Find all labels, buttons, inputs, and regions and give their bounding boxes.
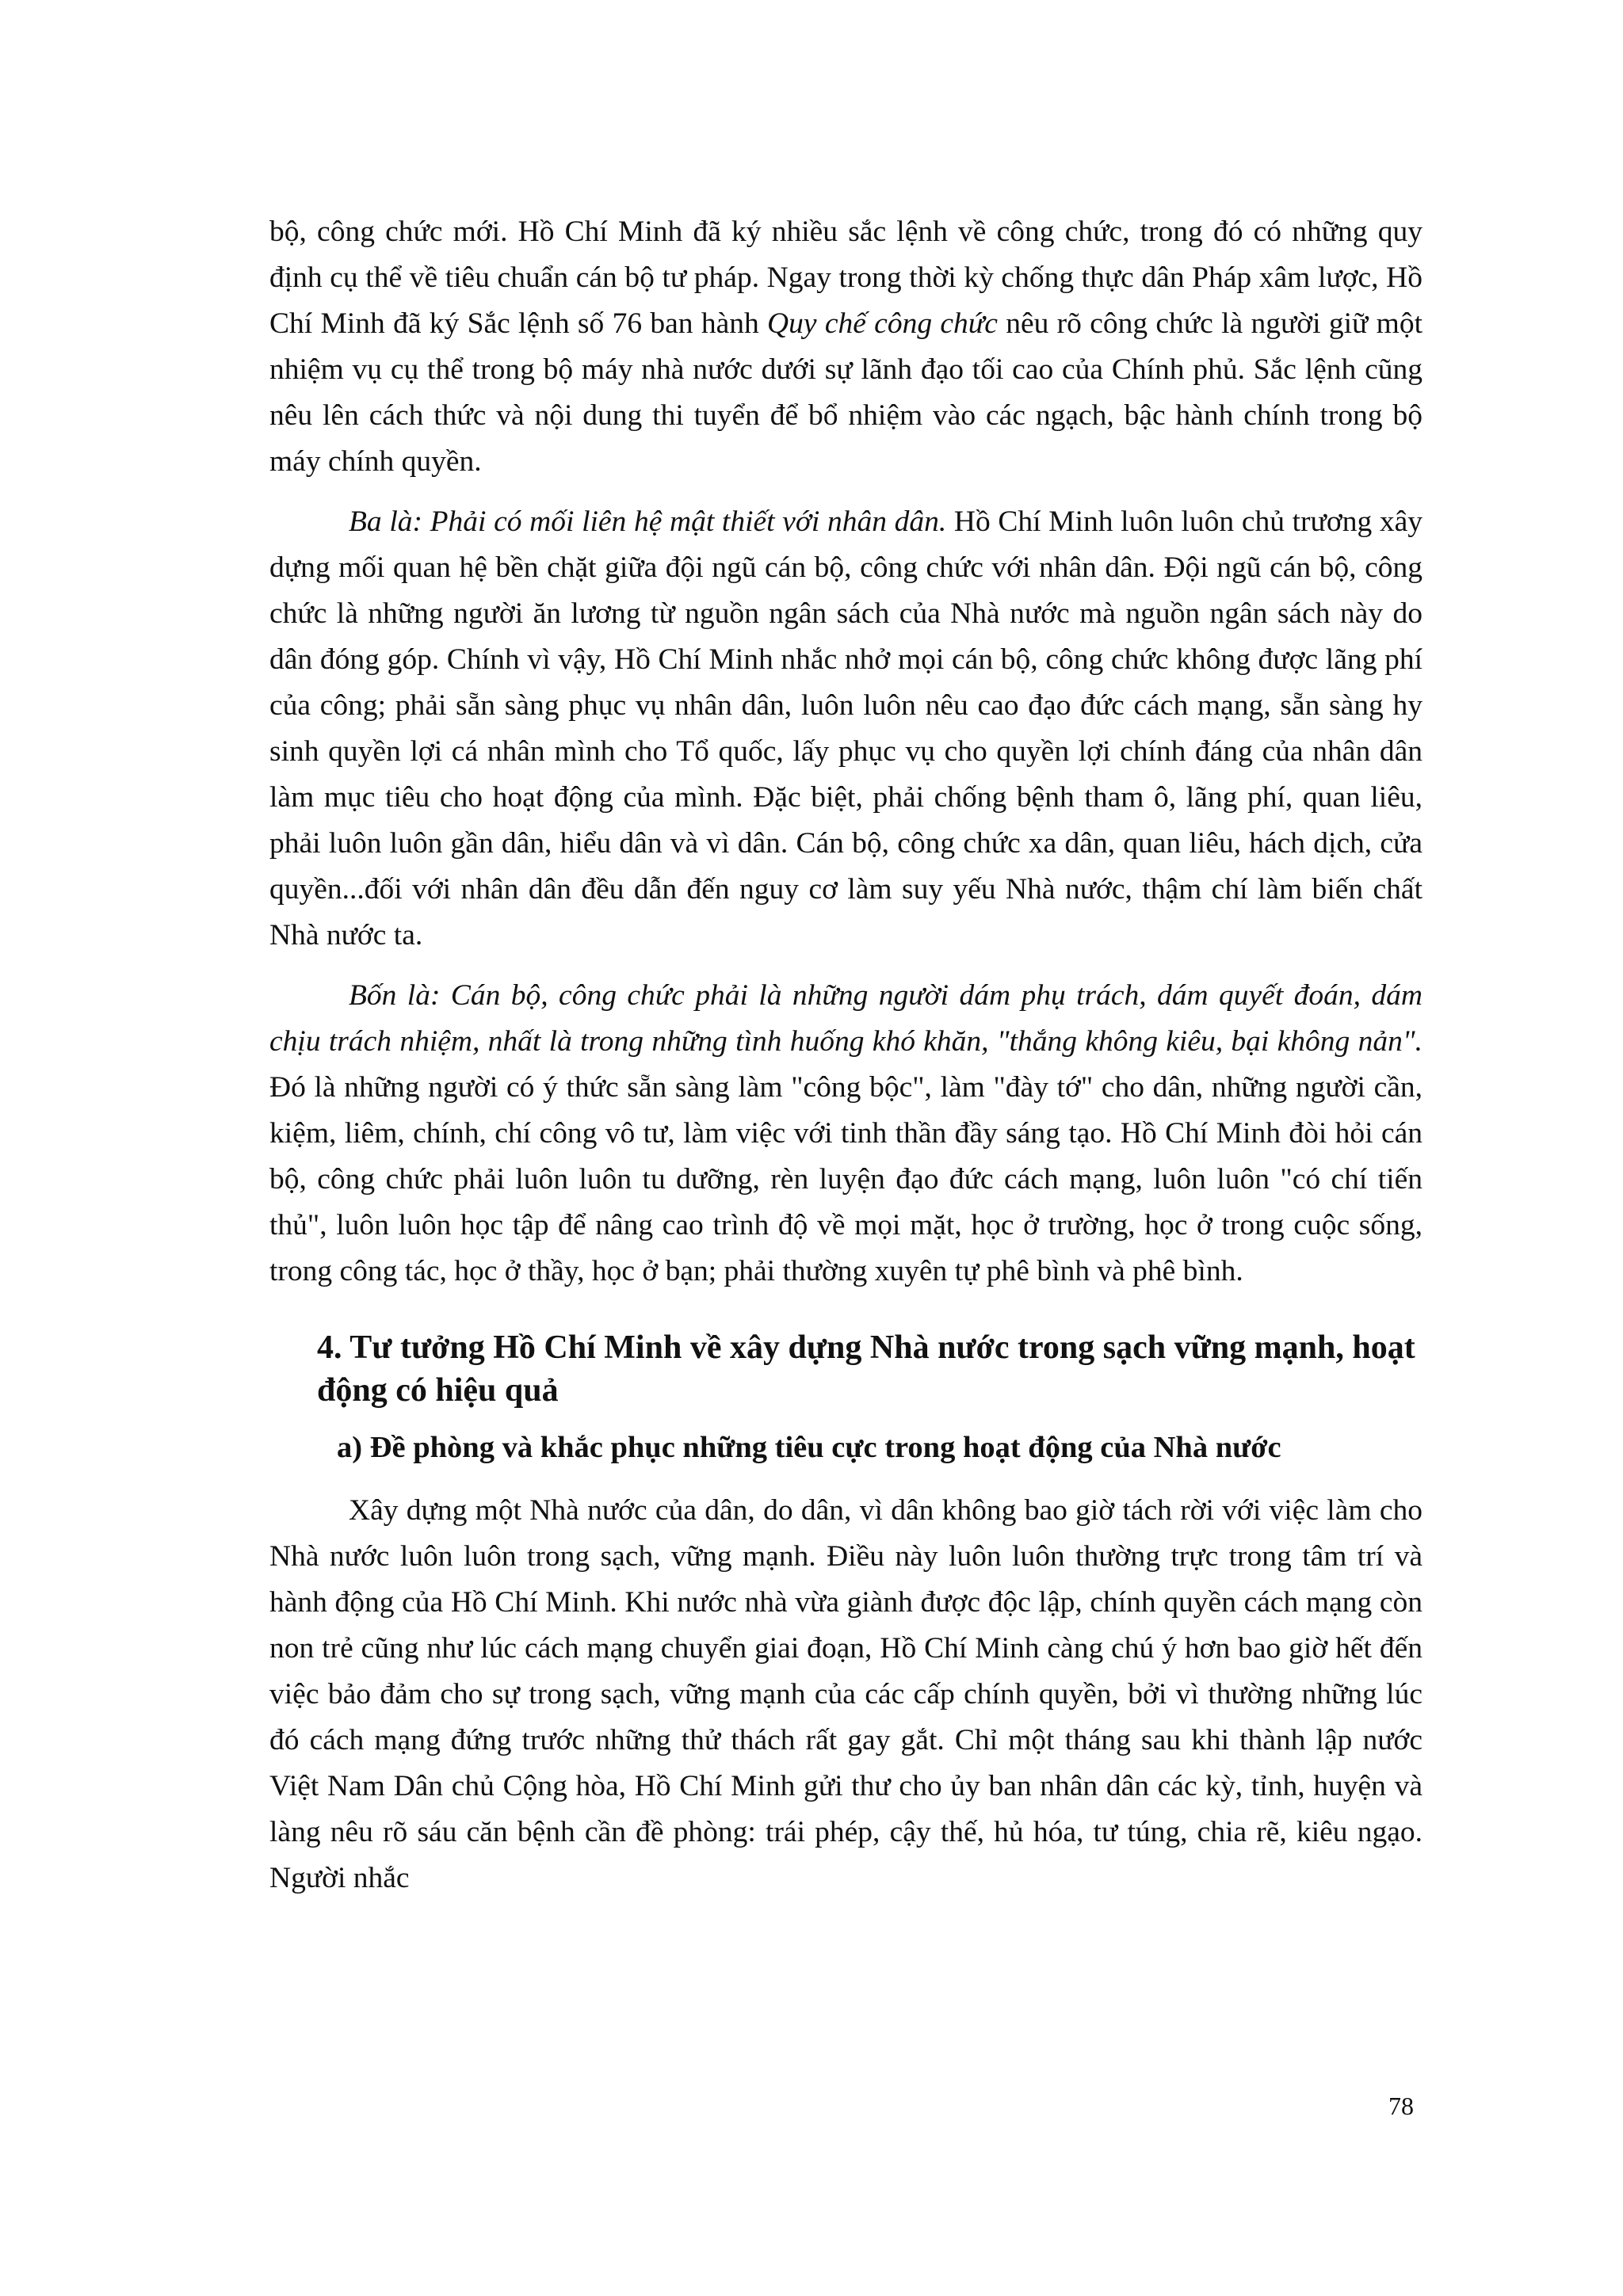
- paragraph-2-italic: Ba là: Phải có mối liên hệ mật thiết với nhân dân.: [349, 505, 947, 538]
- paragraph-1-italic: Quy chế công chức: [767, 307, 998, 340]
- section-heading: 4. Tư tưởng Hồ Chí Minh về xây dựng Nhà nước trong sạch vững mạnh, hoạt động có hiệu quả: [317, 1329, 1415, 1409]
- paragraph-2: [269, 499, 1423, 959]
- paragraph-1-rest: nêu rõ công chức là người giữ một nhiệm vụ cụ thể trong bộ máy nhà nước dưới sự lãnh đạo tối cao của Chính phủ. Sắc lệnh cũng nêu lên cách thức và nội dung thi tuyển để bổ nhiệm vào các ngạch, bậc hành chính trong bộ máy chính quyền.: [269, 307, 1423, 478]
- page-content: [269, 209, 1423, 1901]
- paragraph-1-text: bộ, công chức mới. Hồ Chí Minh đã ký nhiều sắc lệnh về công chức, trong đó có những quy định cụ thể về tiêu chuẩn cán bộ tư pháp. Ngay trong thời kỳ chống thực dân Pháp xâm lược, Hồ Chí Minh đã ký Sắc lệnh số 76 ban hành: [269, 215, 1423, 340]
- paragraph-3-italic: Bốn là: Cán bộ, công chức phải là những người dám phụ trách, dám quyết đoán, dám chịu trách nhiệm, nhất là trong những tình huống khó khăn, "thắng không kiêu, bại không nản".: [269, 979, 1423, 1058]
- paragraph-4: Xây dựng một Nhà nước của dân, do dân, vì dân không bao giờ tách rời với việc làm cho Nhà nước luôn luôn trong sạch, vững mạnh. Điều này luôn luôn thường trực trong tâm trí và hành động của Hồ Chí Minh. Khi nước nhà vừa giành được độc lập, chính quyền cách mạng còn non trẻ cũng như lúc cách mạng chuyển giai đoạn, Hồ Chí Minh càng chú ý hơn bao giờ hết đến việc bảo đảm cho sự trong sạch, vững mạnh của các cấp chính quyền, bởi vì thường những lúc đó cách mạng đứng trước những thử thách rất gay gắt. Chỉ một tháng sau khi thành lập nước Việt Nam Dân chủ Cộng hòa, Hồ Chí Minh gửi thư cho ủy ban nhân dân các kỳ, tỉnh, huyện và làng nêu rõ sáu căn bệnh cần đề phòng: trái phép, cậy thế, hủ hóa, tư túng, chia rẽ, kiêu ngạo. Người nhắc: [269, 1494, 1423, 1894]
- paragraph-1: [269, 209, 1423, 485]
- paragraph-3: [269, 973, 1423, 1295]
- subsection-heading: a) Đề phòng và khắc phục những tiêu cực trong hoạt động của Nhà nước: [337, 1431, 1281, 1464]
- paragraph-3-rest: Đó là những người có ý thức sẵn sàng làm "công bộc", làm "đày tớ" cho dân, những người cần, kiệm, liêm, chính, chí công vô tư, làm việc với tinh thần đầy sáng tạo. Hồ Chí Minh đòi hỏi cán bộ, công chức phải luôn luôn tu dưỡng, rèn luyện đạo đức cách mạng, luôn luôn "có chí tiến thủ", luôn luôn học tập để nâng cao trình độ về mọi mặt, học ở trường, học ở trong cuộc sống, trong công tác, học ở thầy, học ở bạn; phải thường xuyên tự phê bình và phê bình.: [269, 1071, 1423, 1287]
- page-number: 78: [1388, 2092, 1414, 2120]
- paragraph-2-rest: Hồ Chí Minh luôn luôn chủ trương xây dựng mối quan hệ bền chặt giữa đội ngũ cán bộ, công chức với nhân dân. Đội ngũ cán bộ, công chức là những người ăn lương từ nguồn ngân sách của Nhà nước mà nguồn ngân sách này do dân đóng góp. Chính vì vậy, Hồ Chí Minh nhắc nhở mọi cán bộ, công chức không được lãng phí của công; phải sẵn sàng phục vụ nhân dân, luôn luôn nêu cao đạo đức cách mạng, sẵn sàng hy sinh quyền lợi cá nhân mình cho Tổ quốc, lấy phục vụ cho quyền lợi chính đáng của nhân dân làm mục tiêu cho hoạt động của mình. Đặc biệt, phải chống bệnh tham ô, lãng phí, quan liêu, phải luôn luôn gần dân, hiểu dân và vì dân. Cán bộ, công chức xa dân, quan liêu, hách dịch, cửa quyền...đối với nhân dân đều dẫn đến nguy cơ làm suy yếu Nhà nước, thậm chí làm biến chất Nhà nước ta.: [269, 505, 1423, 952]
